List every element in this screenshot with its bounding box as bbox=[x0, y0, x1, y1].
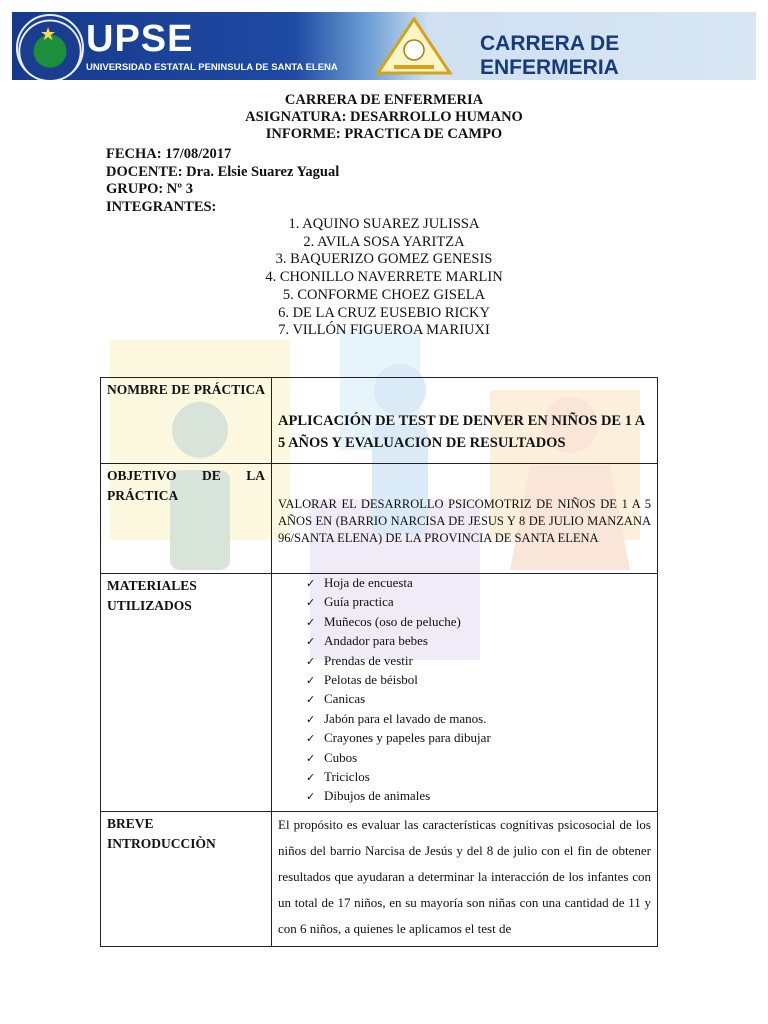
list-item: ✓ Prendas de vestir bbox=[306, 652, 651, 671]
career-banner-title: CARRERA DE ENFERMERIA bbox=[480, 32, 620, 79]
practice-name-label: NOMBRE DE PRÁCTICA bbox=[101, 378, 272, 464]
check-icon: ✓ bbox=[306, 577, 316, 590]
list-item: ✓ Canicas bbox=[306, 690, 651, 709]
meta-docente: DOCENTE: Dra. Elsie Suarez Yagual bbox=[106, 163, 340, 180]
table-row bbox=[101, 574, 658, 812]
practice-objective-label: OBJETIVO DE LA PRÁCTICA bbox=[101, 464, 272, 574]
check-icon: ✓ bbox=[306, 635, 316, 649]
check-icon: ✓ bbox=[306, 615, 316, 629]
university-seal-icon: ★ bbox=[16, 14, 84, 80]
list-item: ✓ Crayones y papeles para dibujar bbox=[306, 729, 651, 748]
list-item: 4. CHONILLO NAVERRETE MARLIN bbox=[265, 269, 503, 286]
doc-title-report: INFORME: PRACTICA DE CAMPO bbox=[265, 126, 503, 142]
members-list bbox=[0, 216, 768, 340]
check-icon: ✓ bbox=[306, 732, 316, 746]
university-short-name: UPSE bbox=[86, 18, 194, 60]
table-row bbox=[101, 464, 658, 574]
meta-integrantes: INTEGRANTES: bbox=[106, 198, 217, 215]
list-item: 3. BAQUERIZO GOMEZ GENESIS bbox=[275, 251, 493, 268]
check-icon: ✓ bbox=[306, 596, 316, 610]
check-icon: ✓ bbox=[306, 751, 316, 765]
meta-fecha: FECHA: 17/08/2017 bbox=[106, 146, 232, 162]
check-icon: ✓ bbox=[306, 771, 316, 785]
list-item: 7. VILLÓN FIGUEROA MARIUXI bbox=[278, 322, 490, 339]
check-icon: ✓ bbox=[306, 712, 316, 726]
meta-grupo: GRUPO: Nº 3 bbox=[106, 181, 193, 197]
materials-list bbox=[278, 574, 651, 807]
list-item: 6. DE LA CRUZ EUSEBIO RICKY bbox=[278, 304, 490, 321]
materials-label: MATERIALES UTILIZADOS bbox=[101, 574, 272, 812]
list-item: ✓ Hoja de encuesta bbox=[306, 574, 651, 593]
list-item: 2. AVILA SOSA YARITZA bbox=[303, 233, 465, 250]
check-icon: ✓ bbox=[306, 654, 316, 668]
header-banner bbox=[12, 12, 756, 80]
doc-title-career: CARRERA DE ENFERMERIA bbox=[284, 92, 484, 108]
list-item: ✓ Triciclos bbox=[306, 768, 651, 787]
practice-name-value: APLICACIÓN DE TEST DE DENVER EN NIÑOS DE 1 A 5 AÑOS Y EVALUACION DE RESULTADOS bbox=[278, 413, 645, 451]
list-item: ✓ Pelotas de béisbol bbox=[306, 671, 651, 690]
doc-title-subject: ASIGNATURA: DESARROLLO HUMANO bbox=[245, 109, 523, 125]
introduction-text: El propósito es evaluar las características cognitivas psicosocial de los niños del barrio Narcisa de Jesús y del 8 de julio con el fin de obtener resultados que ayudaran a determinar la interacción de los infantes con un total de 17 niños, en su mayoría son niñas con una cantidad de 11 y con 6 niños, a quienes le aplicamos el test de bbox=[278, 816, 651, 936]
check-icon: ✓ bbox=[306, 693, 316, 707]
list-item: 5. CONFORME CHOEZ GISELA bbox=[282, 286, 486, 303]
list-item: ✓ Jabón para el lavado de manos. bbox=[306, 710, 651, 729]
table-row bbox=[101, 378, 658, 464]
introduction-label: BREVE INTRODUCCIÒN bbox=[101, 811, 272, 946]
check-icon: ✓ bbox=[306, 674, 316, 688]
practice-objective-value: VALORAR EL DESARROLLO PSICOMOTRIZ DE NIÑOS DE 1 A 5 AÑOS EN (BARRIO NARCISA DE JESUS Y 8 DE JULIO MANZANA 96/SANTA ELENA) DE LA PROVINCIA DE SANTA ELENA bbox=[278, 497, 651, 545]
list-item: ✓ Andador para bebes bbox=[306, 632, 651, 651]
list-item: ✓ Dibujos de animales bbox=[306, 787, 651, 806]
practice-table bbox=[100, 377, 658, 947]
table-row bbox=[101, 811, 658, 946]
nursing-emblem-icon bbox=[374, 16, 454, 76]
list-item: ✓ Cubos bbox=[306, 749, 651, 768]
list-item: ✓ Guía practica bbox=[306, 593, 651, 612]
list-item: ✓ Muñecos (oso de peluche) bbox=[306, 613, 651, 632]
university-full-name: UNIVERSIDAD ESTATAL PENINSULA DE SANTA ELENA bbox=[86, 62, 338, 73]
check-icon: ✓ bbox=[306, 790, 316, 804]
list-item: 1. AQUINO SUAREZ JULISSA bbox=[288, 216, 480, 232]
